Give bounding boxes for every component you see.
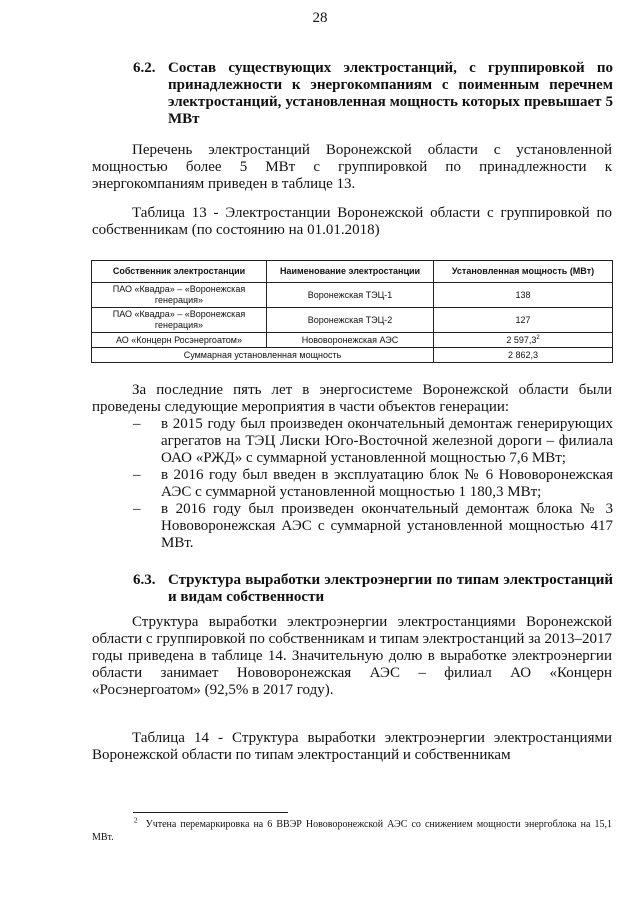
footnote-ref: 2: [536, 334, 540, 341]
table-row: [92, 308, 613, 333]
column-header: Установленная мощность (МВт): [434, 261, 613, 283]
table-total-row: [92, 348, 613, 363]
capacity-cell: [434, 333, 613, 348]
column-header: Наименование электростанции: [267, 261, 434, 283]
owner-cell: АО «Концерн Росэнергоатом»: [92, 333, 267, 348]
section-6-2-heading: [133, 60, 613, 128]
footnote-marker: 2: [134, 816, 138, 825]
table14-caption: [92, 730, 612, 764]
station-cell: Нововоронежская АЭС: [267, 333, 434, 348]
section-title: Состав существующих электростанций, с группировкой по принадлежности к энергокомпаниям с поименным перечнем электростанций, установленная мощность которых превышает 5 МВт: [168, 60, 613, 127]
table-13: [91, 260, 613, 363]
station-cell: Воронежская ТЭЦ-2: [267, 308, 434, 333]
capacity-value: 2 597,3: [506, 334, 537, 345]
table-header-row: [92, 261, 613, 283]
table-row: [92, 333, 613, 348]
total-label-cell: Суммарная установленная мощность: [92, 348, 434, 363]
section-number: 6.3.: [133, 572, 156, 588]
bullet-dash: –: [133, 467, 141, 483]
section-title: Структура выработки электроэнергии по типам электростанций и видам собственности: [168, 572, 613, 605]
bullet-dash: –: [133, 416, 141, 432]
list-item: [133, 416, 613, 467]
list-item-text: в 2015 году был произведен окончательный демонтаж генерирующих агрегатов на ТЭЦ Лиски Юго-Восточной железной дороги – филиала ОАО «РЖД» с суммарной установленной мощностью 7,6 МВт;: [161, 416, 613, 466]
events-list: [133, 416, 613, 552]
capacity-cell: 138: [434, 283, 613, 308]
list-item-text: в 2016 году был введен в эксплуатацию блок № 6 Нововоронежская АЭС с суммарной установленной мощностью 1 180,3 МВт;: [161, 467, 613, 500]
owner-cell: ПАО «Квадра» – «Воронежская генерация»: [92, 283, 267, 308]
table-row: [92, 283, 613, 308]
structure-text: Структура выработки электроэнергии электростанциями Воронежской области с группировкой по собственникам и типам электростанций за 2013–2017 годы приведена в таблице 14. Значительную долю в выработке электроэнергии области занимает Нововоронежская АЭС – филиал АО «Концерн «Росэнергоатом» (92,5% в 2017 году).: [92, 614, 612, 698]
footnote: [92, 818, 612, 844]
intro-text: Перечень электростанций Воронежской области с установленной мощностью более 5 МВт с группировкой по принадлежности к энергокомпаниям приведен в таблице 13.: [92, 142, 612, 192]
list-item: [133, 501, 613, 552]
table13-caption-text: Таблица 13 - Электростанции Воронежской области с группировкой по собственникам (по состоянию на 01.01.2018): [92, 205, 612, 238]
footnote-divider: [133, 812, 288, 813]
owner-cell: ПАО «Квадра» – «Воронежская генерация»: [92, 308, 267, 333]
section-6-3-heading: [133, 572, 613, 606]
table13-caption: [92, 205, 612, 239]
station-cell: Воронежская ТЭЦ-1: [267, 283, 434, 308]
events-paragraph: [92, 382, 612, 416]
footnote-text: Учтена перемаркировка на 6 ВВЭР Нововоронежской АЭС со снижением мощности энергоблока на 15,1 МВт.: [92, 819, 612, 843]
capacity-cell: 127: [434, 308, 613, 333]
column-header: Собственник электростанции: [92, 261, 267, 283]
footnote-text-block: [92, 818, 612, 844]
intro-paragraph: [92, 142, 612, 193]
events-intro-text: За последние пять лет в энергосистеме Воронежской области были проведены следующие мероприятия в части объектов генерации:: [92, 382, 612, 415]
page-number: 28: [312, 10, 328, 26]
total-value-cell: 2 862,3: [434, 348, 613, 363]
list-item: [133, 467, 613, 501]
table14-caption-text: Таблица 14 - Структура выработки электроэнергии электростанциями Воронежской области по типам электростанций и собственникам: [92, 730, 612, 763]
structure-paragraph: [92, 614, 612, 699]
section-number: 6.2.: [133, 60, 156, 76]
bullet-dash: –: [133, 501, 141, 517]
list-item-text: в 2016 году был произведен окончательный демонтаж блока № 3 Нововоронежская АЭС с суммарной установленной мощностью 417 МВт.: [161, 501, 613, 551]
